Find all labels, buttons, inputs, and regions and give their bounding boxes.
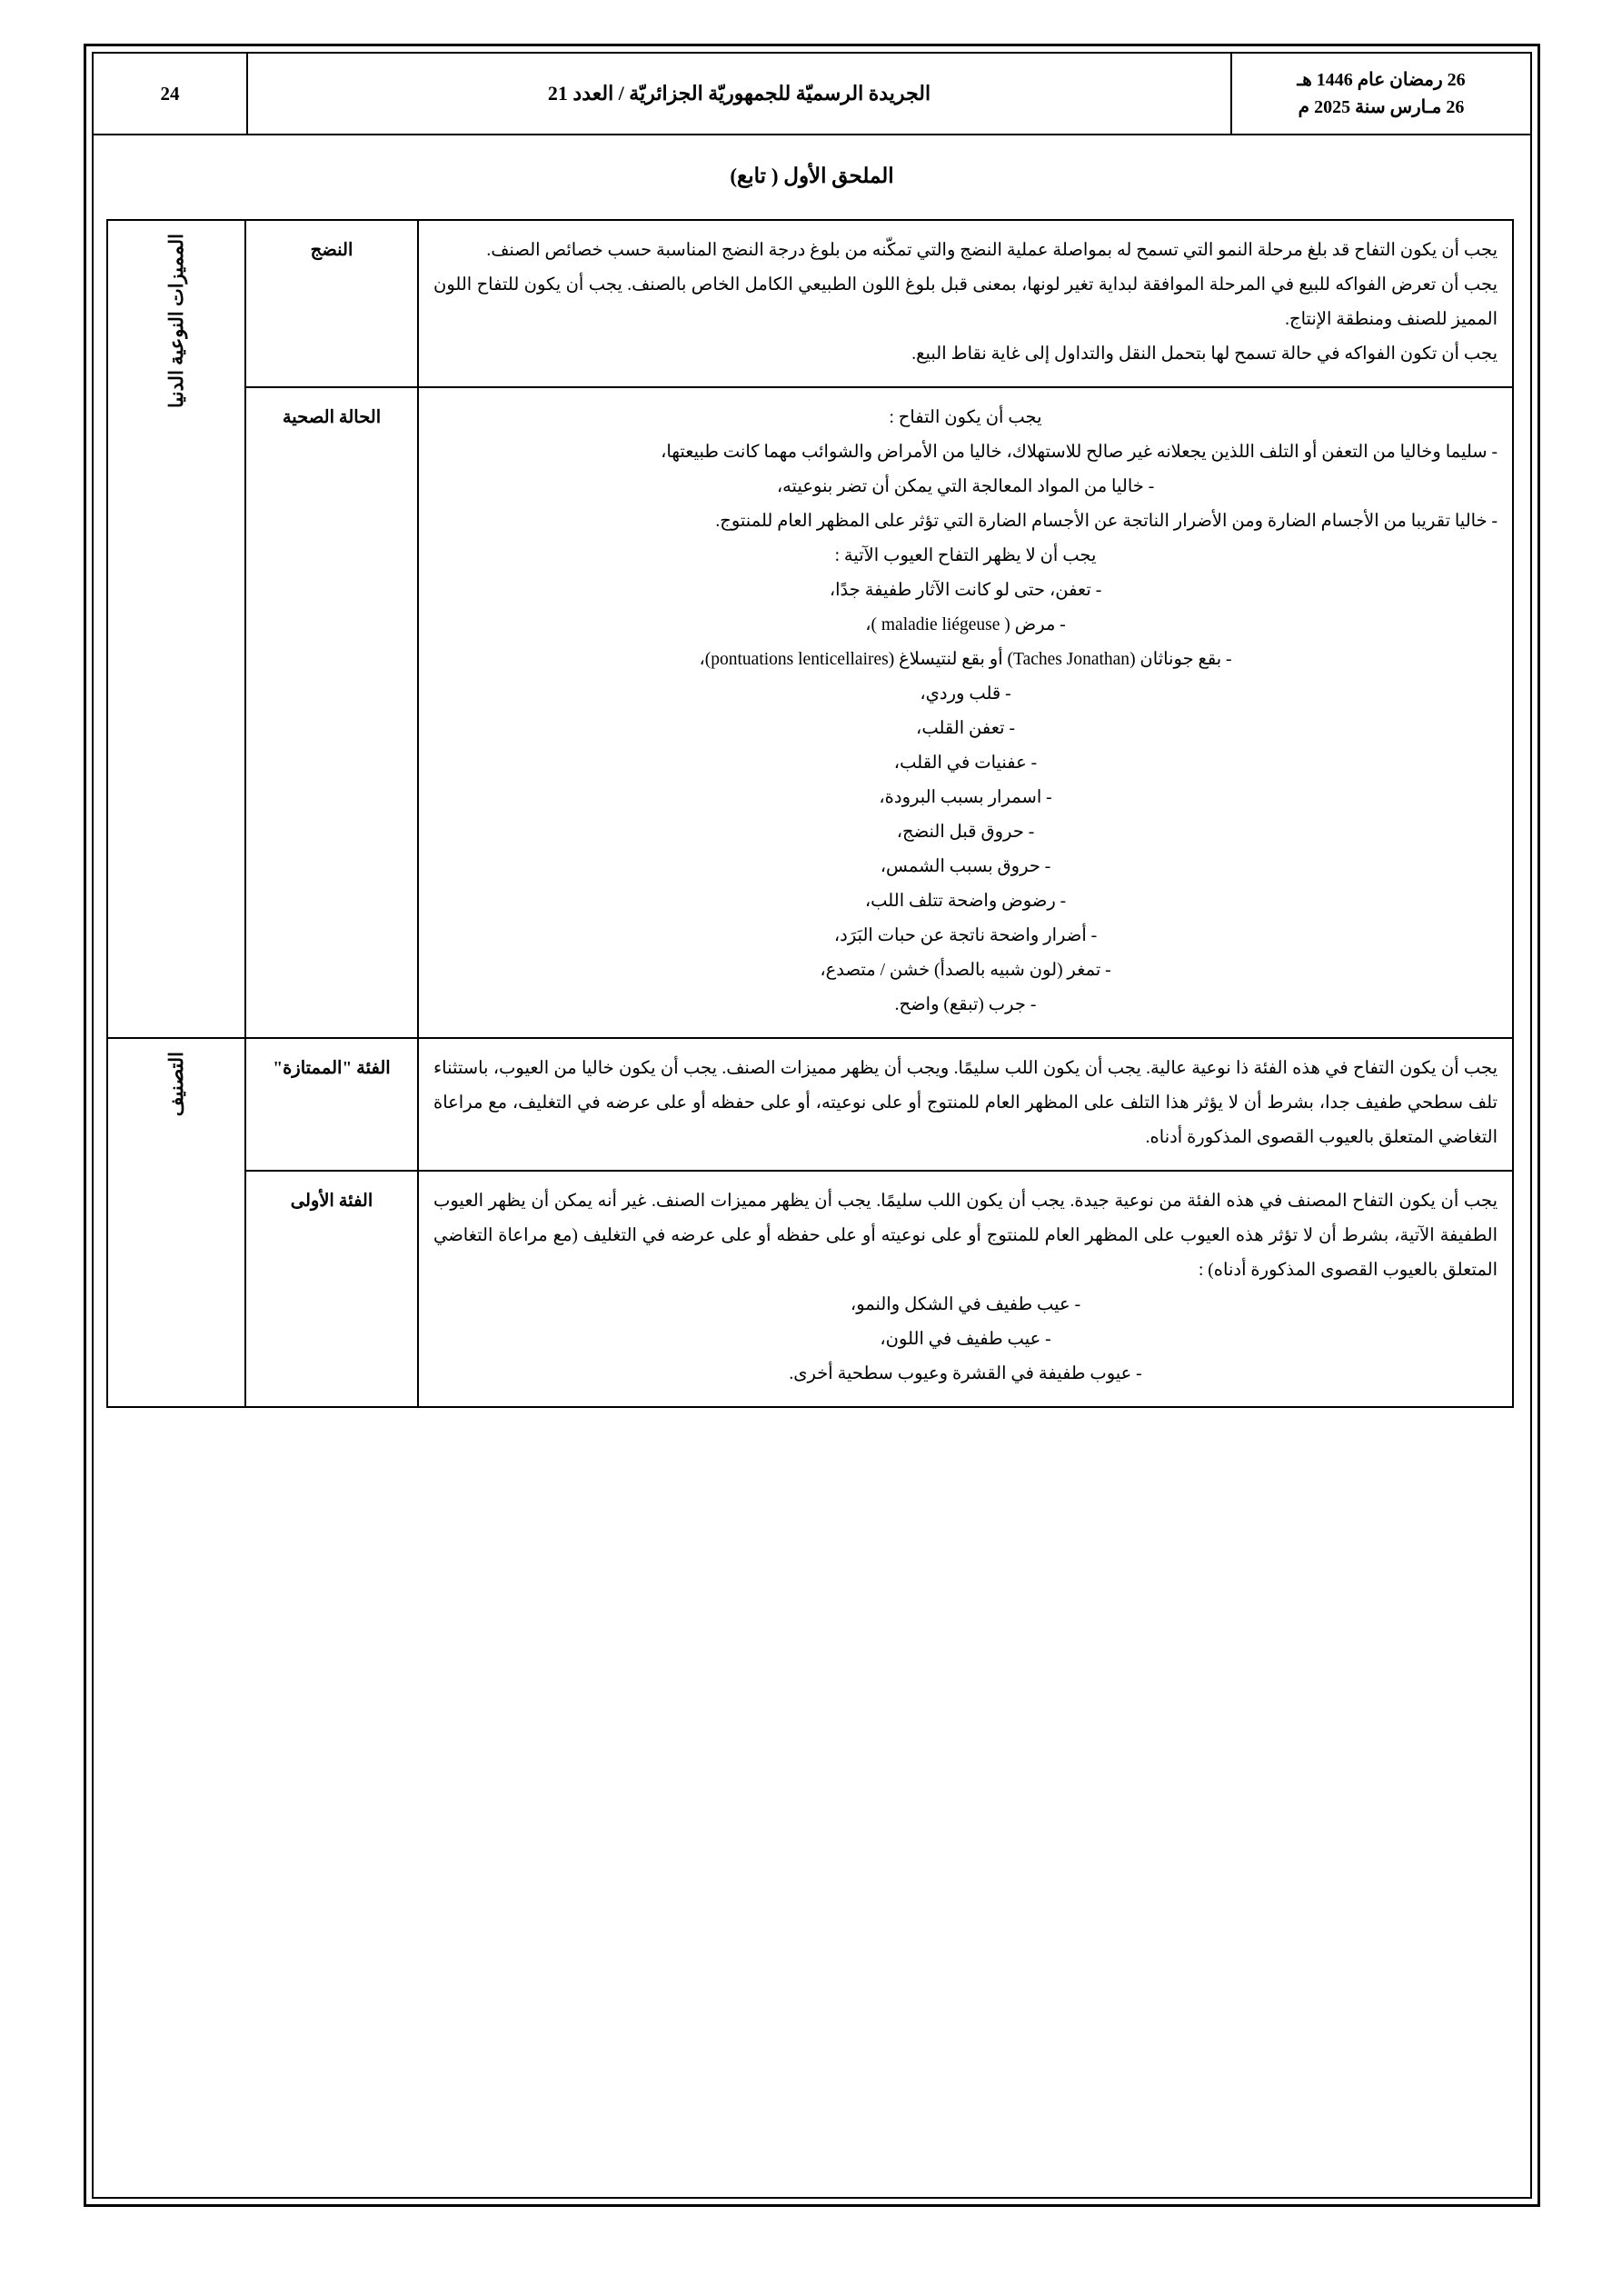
list-item: - عيب طفيف في اللون، [880,1330,1051,1350]
group-label-min-quality: المميزات النوعية الدنيا [164,234,187,408]
header-date-block [1230,54,1530,134]
paragraph: يجب أن تكون الفواكه في حالة تسمح لها بتحمل النقل والتداول إلى غاية نقاط البيع. [911,344,1498,364]
list-item: - تمغر (لون شبيه بالصدأ) خشن / متصدع، [820,961,1111,981]
specifications-table-wrapper [110,219,1514,1408]
annex-title: الملحق الأول ( تابع) [730,165,894,187]
table-row [107,1038,1513,1171]
header-journal-title: الجريدة الرسميّة للجمهوريّة الجزائريّة / العدد 21 [547,82,931,105]
row-maturity-content [418,220,1513,387]
list-item: - عيب طفيف في الشكل والنمو، [850,1295,1081,1315]
paragraph: يجب أن يكون التفاح في هذه الفئة ذا نوعية عالية. يجب أن يكون اللب سليمًا. ويجب أن يظهر مميزات الصنف. يجب أن يكون خاليا من العيوب، باستثناء تلف سطحي طفيف جدا، بشرط أن لا يؤثر هذا التلف على المظهر العام للمنتوج أو على نوعيته، أو على حفظه أو على عرضه في التغليف، مع مراعاة التغاضي المتعلق بالعيوب القصوى المذكورة أدناه. [433,1059,1498,1148]
list-item: - اسمرار بسبب البرودة، [879,788,1052,808]
row-label-extra-class: الفئة "الممتازة" [245,1038,418,1171]
header-date-hijri: 26 رمضان عام 1446 هـ [1297,70,1466,90]
page-border-inner [92,52,1532,2199]
group-cell-classification [107,1038,245,1407]
row-class-one-content [418,1171,1513,1407]
list-item: - تعفن القلب، [916,719,1015,739]
group-label-classification: التصنيف [164,1052,187,1117]
row-sanitary-content [418,387,1513,1038]
group-cell-min-quality [107,220,245,1038]
paragraph: يجب أن يكون التفاح قد بلغ مرحلة النمو التي تسمح له بمواصلة عملية النضج والتي تمكّنه من بلوغ درجة النضج المناسبة حسب خصائص الصنف. [486,241,1498,260]
list-item: - أضرار واضحة ناتجة عن حبات البَرَد، [833,926,1098,946]
list-item: - بقع جوناثان (Taches Jonathan) أو بقع لنتيسلاغ (pontuations lenticellaires)، [699,650,1232,670]
row-extra-class-content [418,1038,1513,1171]
paragraph: يجب أن لا يظهر التفاح العيوب الآتية : [834,546,1097,566]
list-item: - حروق قبل النضج، [896,823,1035,843]
row-label-maturity: النضج [245,220,418,387]
list-item: - قلب وردي، [920,684,1011,704]
page-header [94,54,1530,135]
table-row [107,1171,1513,1407]
list-item: - مرض ( maladie liégeuse )، [865,615,1066,635]
list-item: - رضوض واضحة تتلف اللب، [864,892,1067,912]
list-item: - خاليا من المواد المعالجة التي يمكن أن تضر بنوعيته، [776,477,1155,497]
list-item: - سليما وخاليا من التعفن أو التلف اللذين يجعلانه غير صالح للاستهلاك، خاليا من الأمراض والشوائب مهما كانت طبيعتها، [661,443,1498,463]
list-item: - تعفن، حتى لو كانت الآثار طفيفة جدًا، [829,581,1102,601]
list-item: - عفنيات في القلب، [893,754,1038,774]
page-border-outer [84,44,1540,2207]
paragraph: يجب أن يكون التفاح : [889,408,1042,428]
header-page-number: 24 [94,54,248,134]
table-row [107,220,1513,387]
list-item: - خاليا تقريبا من الأجسام الضارة ومن الأضرار الناتجة عن الأجسام الضارة التي تؤثر على المظهر العام للمنتوج. [715,512,1498,532]
list-item: - جرب (تبقع) واضح. [894,995,1037,1015]
paragraph: يجب أن تعرض الفواكه للبيع في المرحلة الموافقة لبداية تغير لونها، بمعنى قبل بلوغ اللون الطبيعي الكامل الخاص بالصنف. يجب أن يكون للتفاح اللون المميز للصنف ومنطقة الإنتاج. [433,275,1498,330]
header-date-gregorian: 26 مـارس سنة 2025 م [1298,97,1465,117]
paragraph: يجب أن يكون التفاح المصنف في هذه الفئة من نوعية جيدة. يجب أن يكون اللب سليمًا. يجب أن يظهر مميزات الصنف. غير أنه يمكن أن يظهر العيوب الطفيفة الآتية، بشرط أن لا تؤثر هذه العيوب على المظهر العام للمنتوج أو على نوعيته أو على حفظه أو على عرضه في التغليف (مع مراعاة التغاضي المتعلق بالعيوب القصوى المذكورة أدناه) : [433,1192,1498,1281]
row-label-sanitary: الحالة الصحية [245,387,418,1038]
list-item: - عيوب طفيفة في القشرة وعيوب سطحية أخرى. [789,1364,1142,1384]
specifications-table [106,219,1514,1408]
row-label-class-one: الفئة الأولى [245,1171,418,1407]
table-row [107,387,1513,1038]
list-item: - حروق بسبب الشمس، [880,857,1051,877]
